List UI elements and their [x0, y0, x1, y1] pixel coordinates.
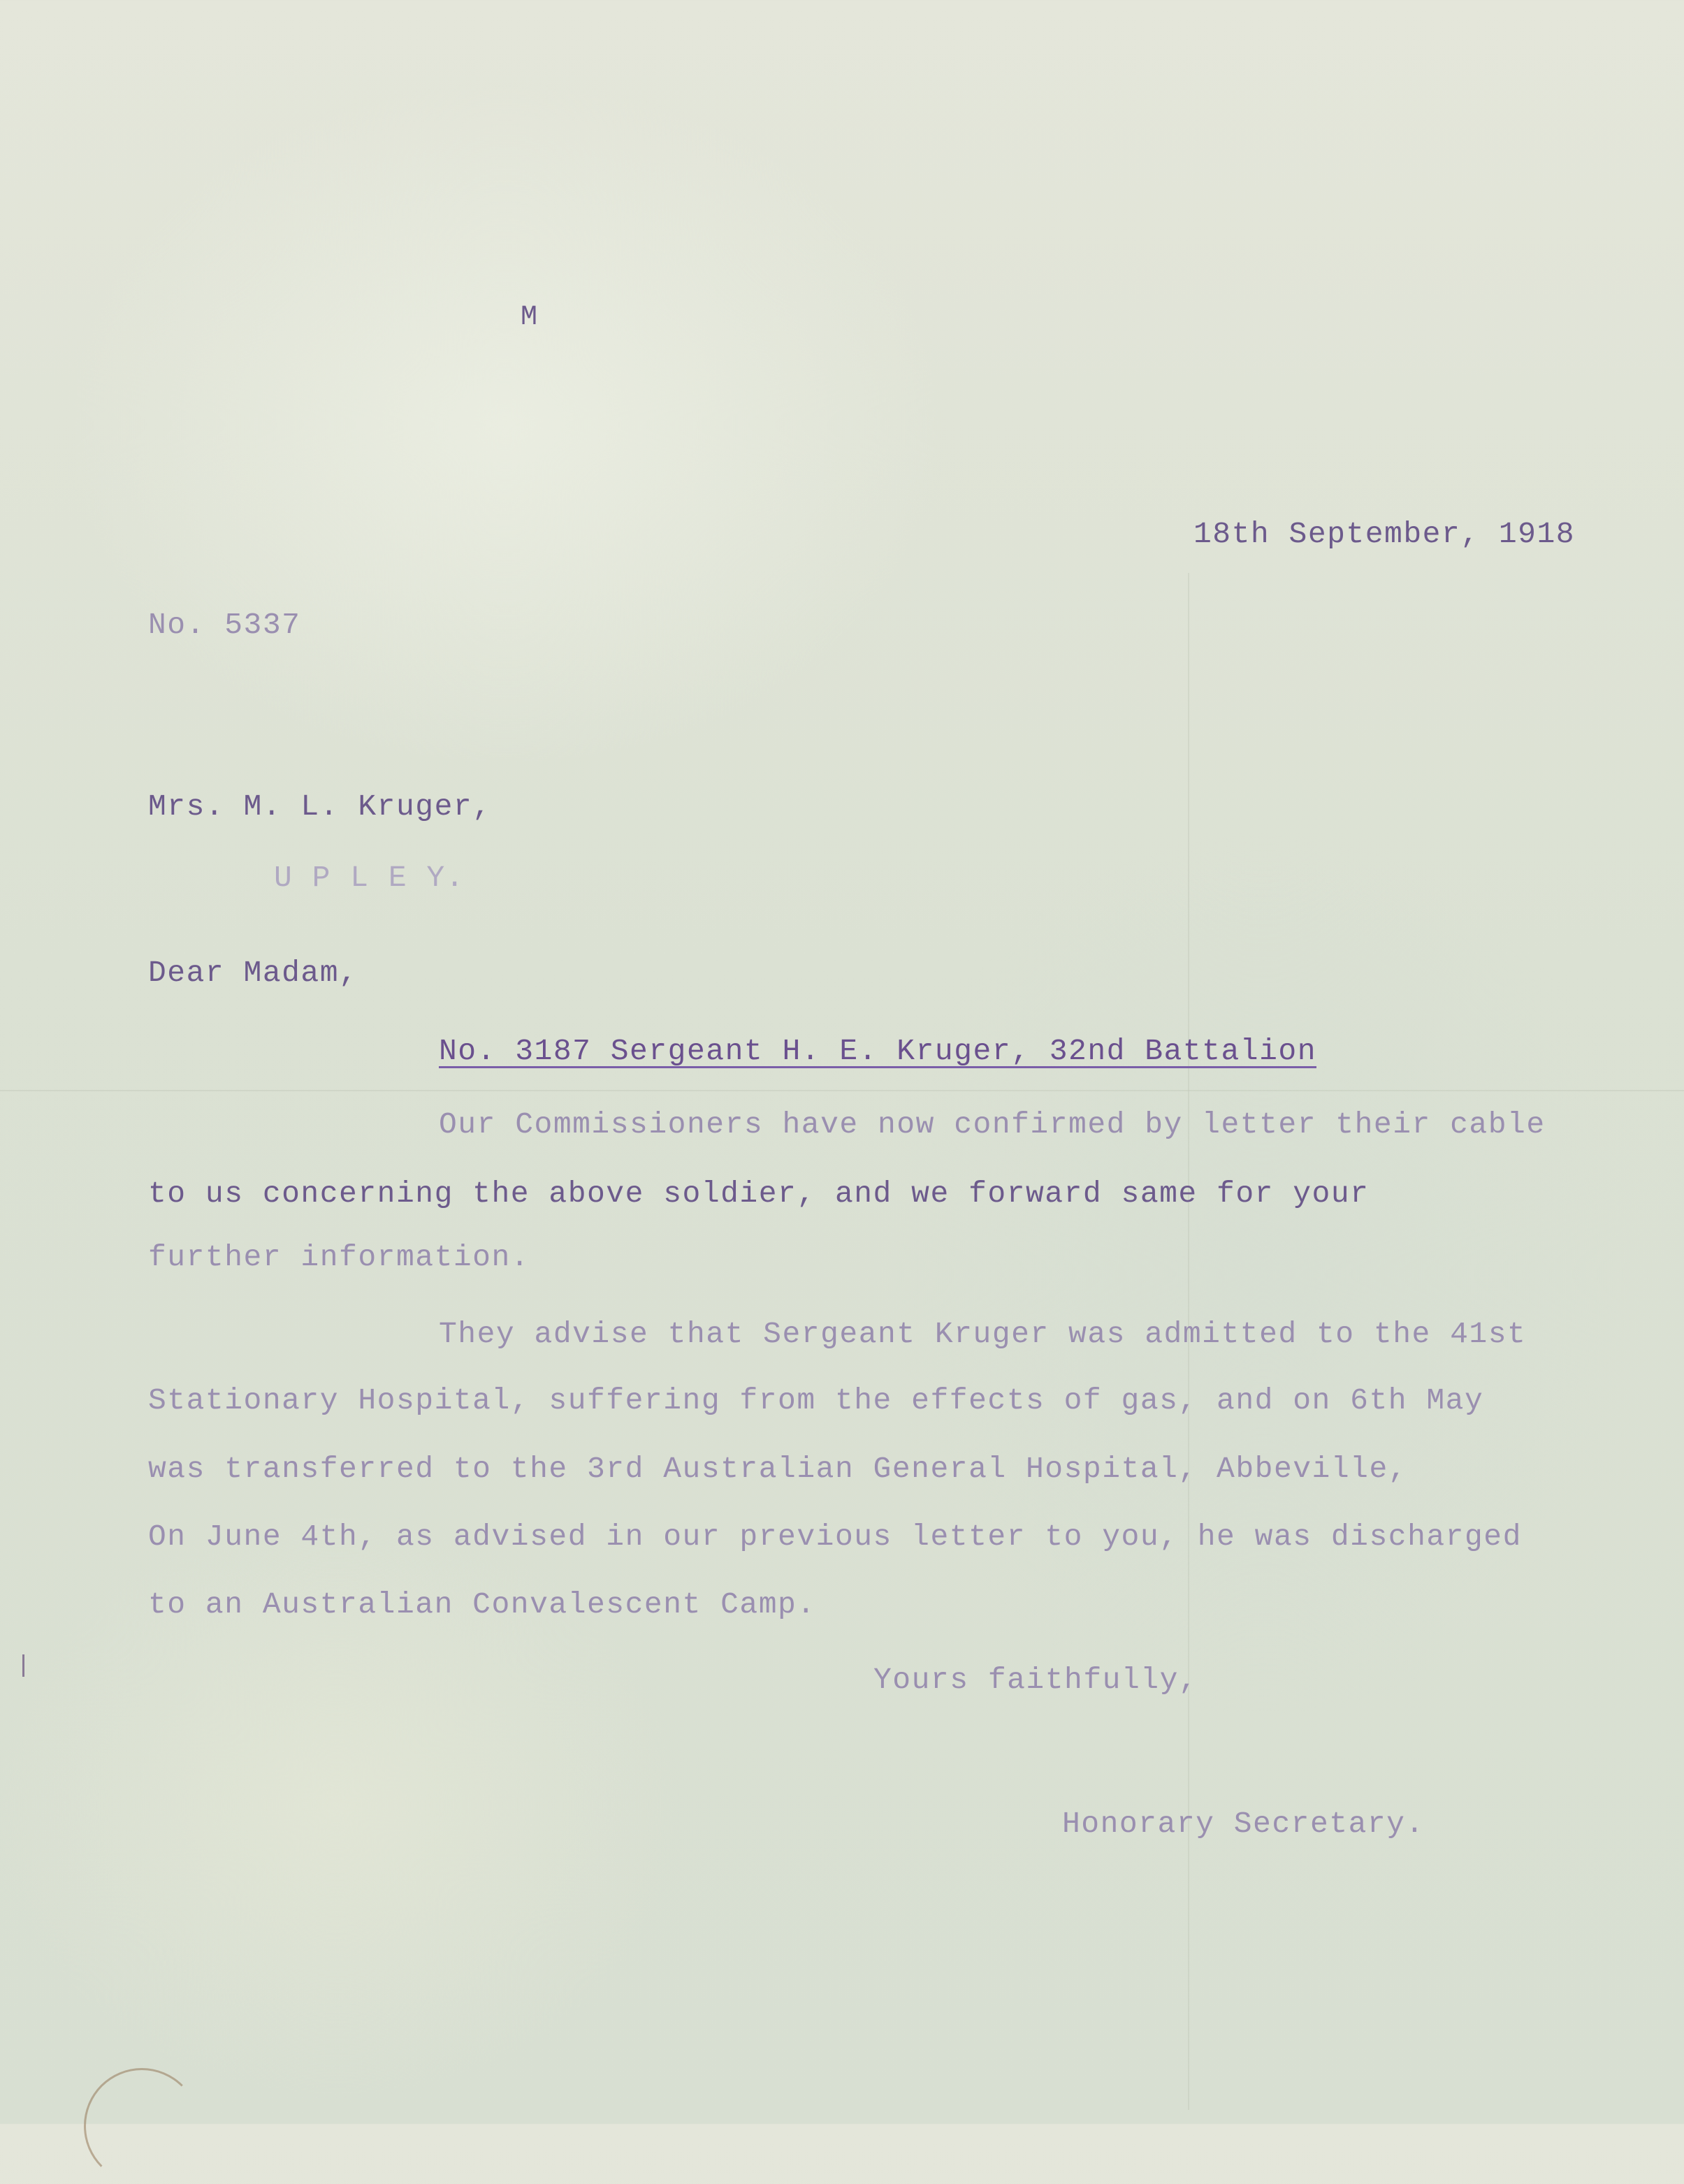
signatory-title: Honorary Secretary. [1062, 1807, 1425, 1841]
body-line-8: to an Australian Convalescent Camp. [148, 1587, 816, 1622]
body-line-4: They advise that Sergeant Kruger was admitted to the 41st [439, 1317, 1527, 1351]
corner-stain [84, 2068, 200, 2184]
letter-date: 18th September, 1918 [1193, 517, 1576, 551]
body-line-7: On June 4th, as advised in our previous letter to you, he was discharged [148, 1520, 1522, 1554]
recipient-place: U P L E Y. [274, 861, 465, 895]
letter-mark: M [521, 302, 539, 333]
salutation: Dear Madam, [148, 956, 358, 990]
reference-number: No. 5337 [148, 608, 301, 642]
margin-mark [22, 1654, 24, 1677]
body-line-1: Our Commissioners have now confirmed by letter their cable [439, 1107, 1546, 1142]
subject-line: No. 3187 Sergeant H. E. Kruger, 32nd Battalion [439, 1034, 1316, 1068]
body-line-5: Stationary Hospital, suffering from the effects of gas, and on 6th May [148, 1383, 1484, 1418]
paper-crease-horizontal [0, 1090, 1684, 1091]
closing: Yours faithfully, [873, 1663, 1198, 1697]
body-line-3: further information. [148, 1240, 530, 1274]
body-line-6: was transferred to the 3rd Australian General Hospital, Abbeville, [148, 1452, 1408, 1486]
body-line-2: to us concerning the above soldier, and we forward same for your [148, 1177, 1370, 1211]
recipient-name: Mrs. M. L. Kruger, [148, 789, 492, 824]
